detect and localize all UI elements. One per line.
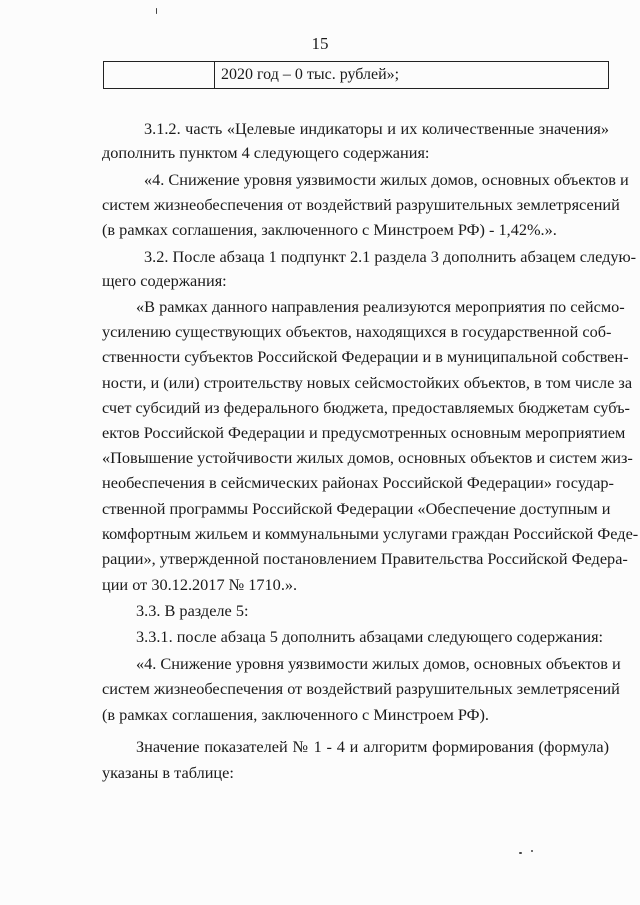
paragraph-line: (в рамках соглашения, заключенного с Минстроем РФ).: [102, 705, 489, 724]
paragraph-line: рации», утвержденной постановлением Правительства Российской Федера-: [102, 549, 628, 568]
scan-speck: [531, 850, 533, 852]
paragraph-line: ственной программы Российской Федерации «Обеспечение доступным и: [102, 499, 611, 518]
paragraph-line: (в рамках соглашения, заключенного с Минстроем РФ) - 1,42%.».: [102, 220, 557, 239]
paragraph-line: щего содержания:: [102, 271, 227, 290]
paragraph-line: Значение показателей № 1 - 4 и алгоритм формирования (формула): [136, 737, 609, 756]
paragraph-line: дополнить пунктом 4 следующего содержания:: [102, 143, 430, 162]
paragraph-line: систем жизнеобеспечения от воздействий разрушительных землетрясений: [102, 195, 620, 214]
paragraph-line: «4. Снижение уровня уязвимости жилых домов, основных объектов и: [136, 654, 621, 673]
paragraph-line: 3.1.2. часть «Целевые индикаторы и их количественные значения»: [144, 119, 609, 138]
page-number: 15: [311, 34, 329, 53]
paragraph-line: ности, и (или) строительству новых сейсмостойких объектов, в том числе за: [102, 373, 633, 392]
paragraph-line: систем жизнеобеспечения от воздействий разрушительных землетрясений: [102, 679, 620, 698]
table-fragment: [103, 61, 609, 89]
paragraph-line: указаны в таблице:: [102, 763, 234, 782]
table-cell-value: 2020 год – 0 тыс. рублей»;: [221, 66, 400, 83]
scan-speck: [519, 852, 522, 854]
paragraph-line: счет субсидий из федерального бюджета, предоставляемых бюджетам субъ-: [102, 398, 630, 417]
paragraph-line: 3.3.1. после абзаца 5 дополнить абзацами следующего содержания:: [136, 627, 604, 646]
paragraph-line: 3.2. После абзаца 1 подпункт 2.1 раздела 3 дополнить абзацем следую-: [144, 247, 637, 266]
paragraph-line: ции от 30.12.2017 № 1710.».: [102, 575, 298, 594]
paragraph-line: «В рамках данного направления реализуются мероприятия по сейсмо-: [136, 297, 625, 316]
paragraph-line: «4. Снижение уровня уязвимости жилых домов, основных объектов и: [144, 170, 629, 189]
paragraph-line: ектов Российской Федерации и предусмотренных основным мероприятием: [102, 423, 626, 442]
paragraph-line: необеспечения в сейсмических районах Российской Федерации» государ-: [102, 473, 614, 492]
paragraph-line: «Повышение устойчивости жилых домов, основных объектов и систем жиз-: [102, 448, 633, 467]
paragraph-line: усилению существующих объектов, находящихся в государственной соб-: [102, 322, 612, 341]
table-cell-empty: [104, 62, 215, 88]
paragraph-line: 3.3. В разделе 5:: [136, 601, 249, 620]
scan-speck: [156, 8, 157, 14]
paragraph-line: комфортным жильем и коммунальными услугами граждан Российской Феде-: [102, 524, 639, 543]
paragraph-line: ственности субъектов Российской Федерации и в муниципальной собствен-: [102, 347, 629, 366]
